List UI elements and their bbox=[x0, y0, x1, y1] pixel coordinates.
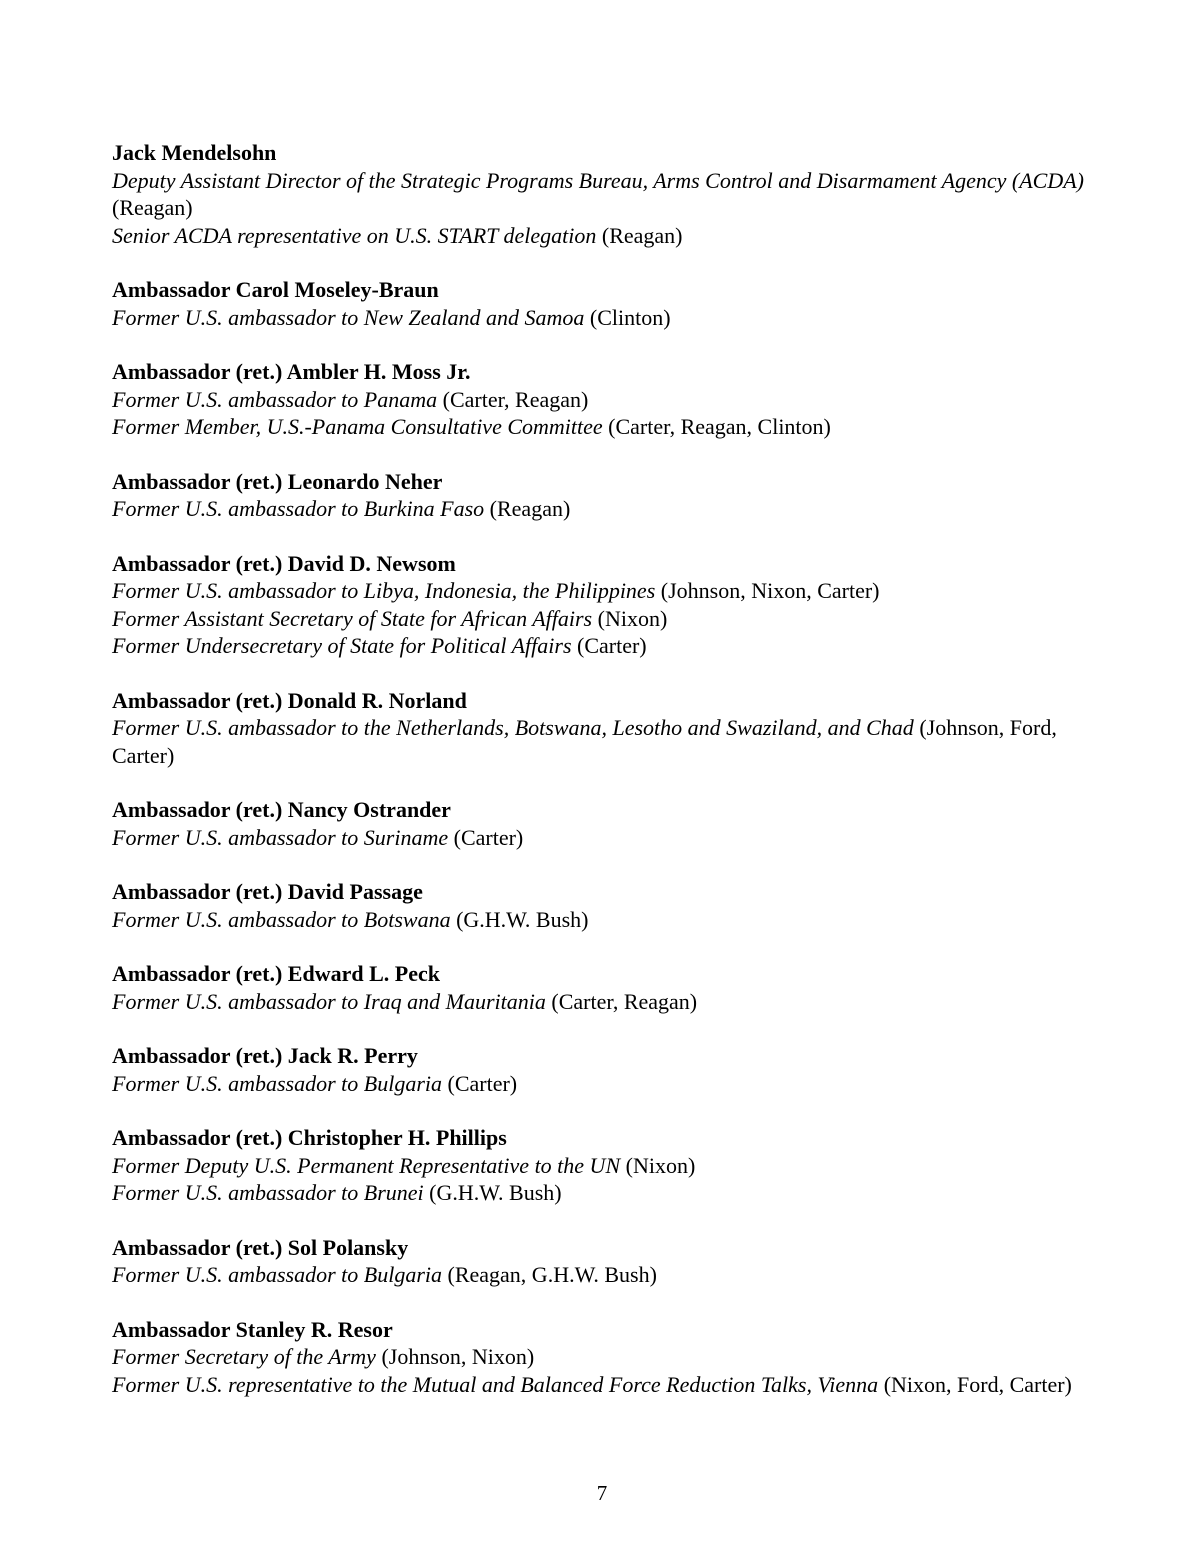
role-administration: (Carter, Reagan) bbox=[442, 386, 589, 412]
signatory-name: Ambassador (ret.) Christopher H. Phillips bbox=[112, 1125, 507, 1150]
signatory-role bbox=[112, 413, 1102, 441]
role-administration: (Nixon) bbox=[625, 1152, 696, 1178]
signatory-entry bbox=[112, 550, 1102, 660]
signatory-role bbox=[112, 988, 1102, 1016]
role-title: Former U.S. ambassador to Bulgaria bbox=[112, 1262, 443, 1287]
role-title: Former U.S. ambassador to Panama bbox=[112, 386, 438, 412]
signatory-role bbox=[112, 386, 1102, 414]
role-title: Former U.S. ambassador to New Zealand and Samoa bbox=[112, 304, 585, 330]
signatory-entry bbox=[112, 796, 1102, 851]
role-administration: (Reagan) bbox=[112, 195, 193, 220]
role-title: Former U.S. ambassador to Bulgaria bbox=[112, 1070, 443, 1096]
signatory-name: Ambassador Stanley R. Resor bbox=[112, 1316, 393, 1342]
signatory-entry bbox=[112, 687, 1102, 770]
role-administration: (Carter) bbox=[453, 824, 524, 850]
role-title: Former U.S. ambassador to Brunei bbox=[112, 1180, 424, 1205]
signatory-entry bbox=[112, 1042, 1102, 1097]
signatory-role bbox=[112, 1371, 1102, 1399]
page-number: 7 bbox=[596, 1481, 608, 1505]
signatory-role bbox=[112, 824, 1102, 852]
signatory-name: Ambassador (ret.) Edward L. Peck bbox=[112, 961, 440, 986]
signatory-role bbox=[112, 1179, 1102, 1207]
signatory-name: Ambassador (ret.) Nancy Ostrander bbox=[112, 797, 451, 822]
signatory-entry bbox=[112, 1234, 1102, 1289]
role-administration: (Reagan, G.H.W. Bush) bbox=[447, 1262, 657, 1287]
signatory-name: Ambassador (ret.) Jack R. Perry bbox=[112, 1043, 418, 1068]
signatory-role bbox=[112, 1261, 1102, 1289]
role-title: Former U.S. ambassador to the Netherlands, Botswana, Lesotho and Swaziland, and Chad bbox=[112, 715, 914, 740]
role-administration: (Nixon, Ford, Carter) bbox=[883, 1371, 1072, 1397]
signatory-name: Jack Mendelsohn bbox=[112, 140, 277, 165]
role-title: Former U.S. ambassador to Iraq and Mauritania bbox=[112, 988, 546, 1014]
signatory-entry bbox=[112, 276, 1102, 331]
role-administration: (Nixon) bbox=[597, 605, 668, 631]
signatory-role bbox=[112, 1152, 1102, 1180]
role-administration: (Johnson, Nixon, Carter) bbox=[660, 578, 880, 603]
signatory-role bbox=[112, 1070, 1102, 1098]
signatory-list bbox=[112, 139, 1102, 1425]
role-administration: (Reagan) bbox=[489, 496, 571, 521]
role-administration: (Carter, Reagan) bbox=[551, 988, 698, 1014]
signatory-entry bbox=[112, 960, 1102, 1015]
role-administration: (Carter) bbox=[447, 1070, 518, 1096]
role-title: Former Member, U.S.-Panama Consultative Committee bbox=[112, 414, 603, 439]
signatory-name: Ambassador (ret.) David D. Newsom bbox=[112, 550, 456, 576]
role-administration: (Clinton) bbox=[589, 304, 671, 330]
signatory-role bbox=[112, 714, 1102, 769]
role-title: Former U.S. ambassador to Burkina Faso bbox=[112, 496, 485, 521]
signatory-role bbox=[112, 906, 1102, 934]
signatory-name: Ambassador (ret.) Donald R. Norland bbox=[112, 687, 467, 713]
signatory-role bbox=[112, 167, 1102, 222]
role-administration: (G.H.W. Bush) bbox=[456, 906, 589, 932]
role-administration: (Carter) bbox=[577, 633, 647, 658]
signatory-entry bbox=[112, 358, 1102, 441]
signatory-name: Ambassador (ret.) Leonardo Neher bbox=[112, 468, 443, 494]
role-administration: (Reagan) bbox=[601, 222, 683, 248]
role-administration: (Johnson, Ford, Carter) bbox=[112, 715, 1057, 768]
role-administration: (Johnson, Nixon) bbox=[381, 1344, 535, 1369]
role-title: Former U.S. ambassador to Suriname bbox=[112, 824, 449, 850]
signatory-role bbox=[112, 577, 1102, 605]
signatory-role bbox=[112, 222, 1102, 250]
role-title: Former Secretary of the Army bbox=[112, 1344, 376, 1369]
signatory-name: Ambassador (ret.) Sol Polansky bbox=[112, 1234, 409, 1260]
role-administration: (Carter, Reagan, Clinton) bbox=[608, 414, 831, 439]
role-administration: (G.H.W. Bush) bbox=[429, 1180, 562, 1205]
signatory-entry bbox=[112, 1316, 1102, 1399]
signatory-role bbox=[112, 605, 1102, 633]
role-title: Former Undersecretary of State for Political Affairs bbox=[112, 633, 572, 658]
signatory-entry bbox=[112, 468, 1102, 523]
signatory-name: Ambassador Carol Moseley-Braun bbox=[112, 277, 439, 302]
signatory-name: Ambassador (ret.) Ambler H. Moss Jr. bbox=[112, 359, 471, 384]
role-title: Deputy Assistant Director of the Strategic Programs Bureau, Arms Control and Disarmament Agency (ACDA) bbox=[112, 167, 1084, 193]
role-title: Former U.S. ambassador to Libya, Indonesia, the Philippines bbox=[112, 578, 656, 603]
role-title: Former Deputy U.S. Permanent Representative to the UN bbox=[112, 1152, 621, 1178]
role-title: Former U.S. representative to the Mutual and Balanced Force Reduction Talks, Vienna bbox=[112, 1371, 879, 1397]
signatory-role bbox=[112, 304, 1102, 332]
role-title: Former Assistant Secretary of State for African Affairs bbox=[112, 605, 593, 631]
signatory-role bbox=[112, 632, 1102, 660]
signatory-role bbox=[112, 495, 1102, 523]
signatory-entry bbox=[112, 1124, 1102, 1207]
signatory-entry bbox=[112, 139, 1102, 249]
role-title: Senior ACDA representative on U.S. START delegation bbox=[112, 222, 597, 248]
signatory-role bbox=[112, 1343, 1102, 1371]
signatory-entry bbox=[112, 878, 1102, 933]
role-title: Former U.S. ambassador to Botswana bbox=[112, 906, 451, 932]
signatory-name: Ambassador (ret.) David Passage bbox=[112, 879, 423, 904]
